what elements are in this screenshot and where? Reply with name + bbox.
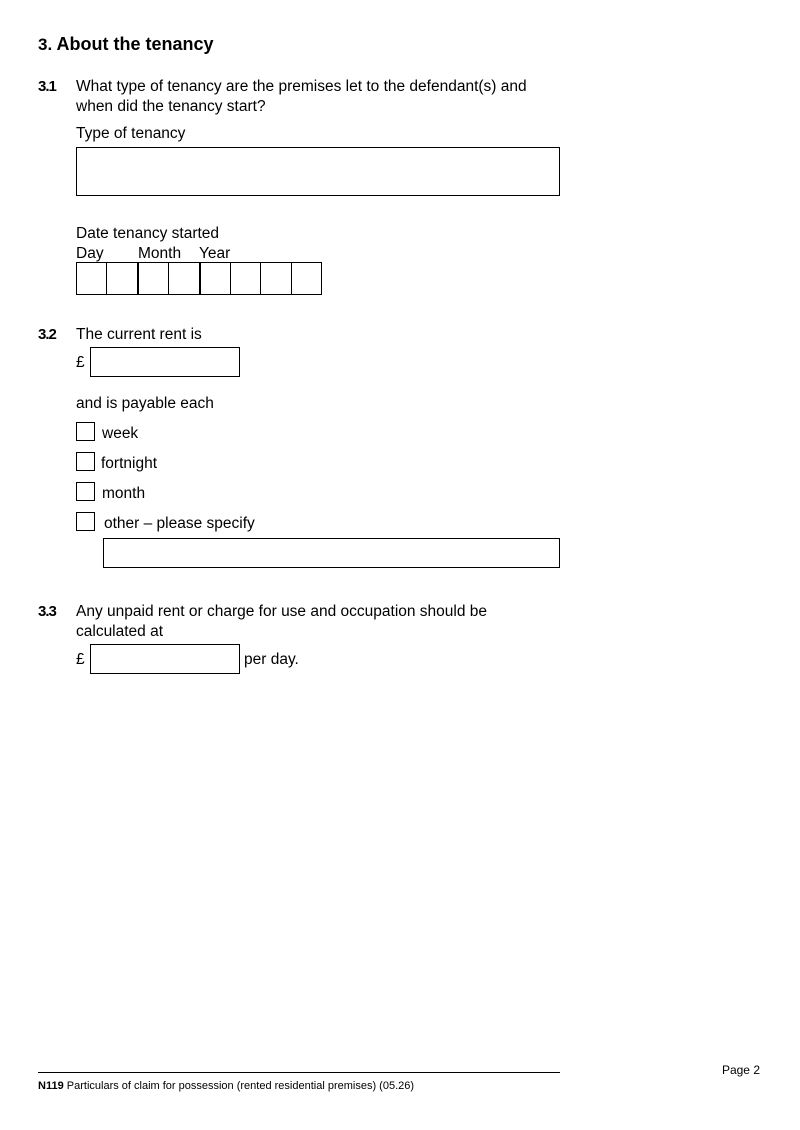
date-tenancy-started-label: Date tenancy started (76, 225, 220, 242)
fortnight-label: fortnight (101, 455, 158, 472)
year-digit-3[interactable] (261, 263, 291, 294)
form-title: Particulars of claim for possession (rented residential premises) (05.26) (66, 1080, 415, 1092)
month-checkbox[interactable] (76, 482, 95, 501)
day-label: Day (76, 245, 104, 262)
year-label: Year (199, 245, 231, 262)
question-text-3-2: The current rent is (76, 326, 202, 343)
day-digit-1[interactable] (77, 263, 107, 294)
other-label: other – please specify (104, 515, 255, 532)
type-of-tenancy-label: Type of tenancy (76, 125, 186, 142)
question-text-3-1 (76, 77, 527, 117)
question-text-3-3-line2: calculated at (76, 623, 164, 640)
question-text-3-1-line2: when did the tenancy start? (76, 98, 266, 115)
year-digit-1[interactable] (201, 263, 231, 294)
current-rent-input[interactable] (90, 347, 240, 377)
other-specify-input[interactable] (103, 538, 560, 568)
other-checkbox[interactable] (76, 512, 95, 531)
month-label: Month (138, 245, 182, 262)
question-number-3-1: 3.1 (38, 78, 56, 95)
day-digit-2[interactable] (107, 263, 138, 294)
type-of-tenancy-input[interactable] (76, 147, 560, 196)
question-text-3-1-line1: What type of tenancy are the premises let to the defendant(s) and (76, 78, 527, 95)
per-day-label: per day. (244, 651, 299, 668)
section-heading (38, 34, 214, 55)
footer-divider (38, 1072, 560, 1073)
date-tenancy-started-input[interactable] (76, 262, 322, 295)
payable-each-label: and is payable each (76, 395, 214, 412)
daily-rate-input[interactable] (90, 644, 240, 674)
question-number-3-2: 3.2 (38, 326, 56, 343)
section-title: About the tenancy (56, 34, 214, 54)
question-number-3-3: 3.3 (38, 603, 56, 620)
form-code: N119 (38, 1080, 64, 1092)
question-text-3-3-line1: Any unpaid rent or charge for use and occupation should be (76, 603, 488, 620)
footer-text (38, 1080, 414, 1092)
year-digit-4[interactable] (292, 263, 321, 294)
year-digit-2[interactable] (231, 263, 261, 294)
fortnight-checkbox[interactable] (76, 452, 95, 471)
currency-symbol-rent: £ (76, 354, 85, 371)
month-digit-1[interactable] (139, 263, 169, 294)
question-text-3-3 (76, 602, 487, 642)
section-number: 3. (38, 35, 53, 54)
month-digit-2[interactable] (169, 263, 200, 294)
page-number: Page 2 (721, 1063, 760, 1077)
month-option-label: month (102, 485, 146, 502)
week-checkbox[interactable] (76, 422, 95, 441)
currency-symbol-daily: £ (76, 651, 85, 668)
week-label: week (102, 425, 139, 442)
